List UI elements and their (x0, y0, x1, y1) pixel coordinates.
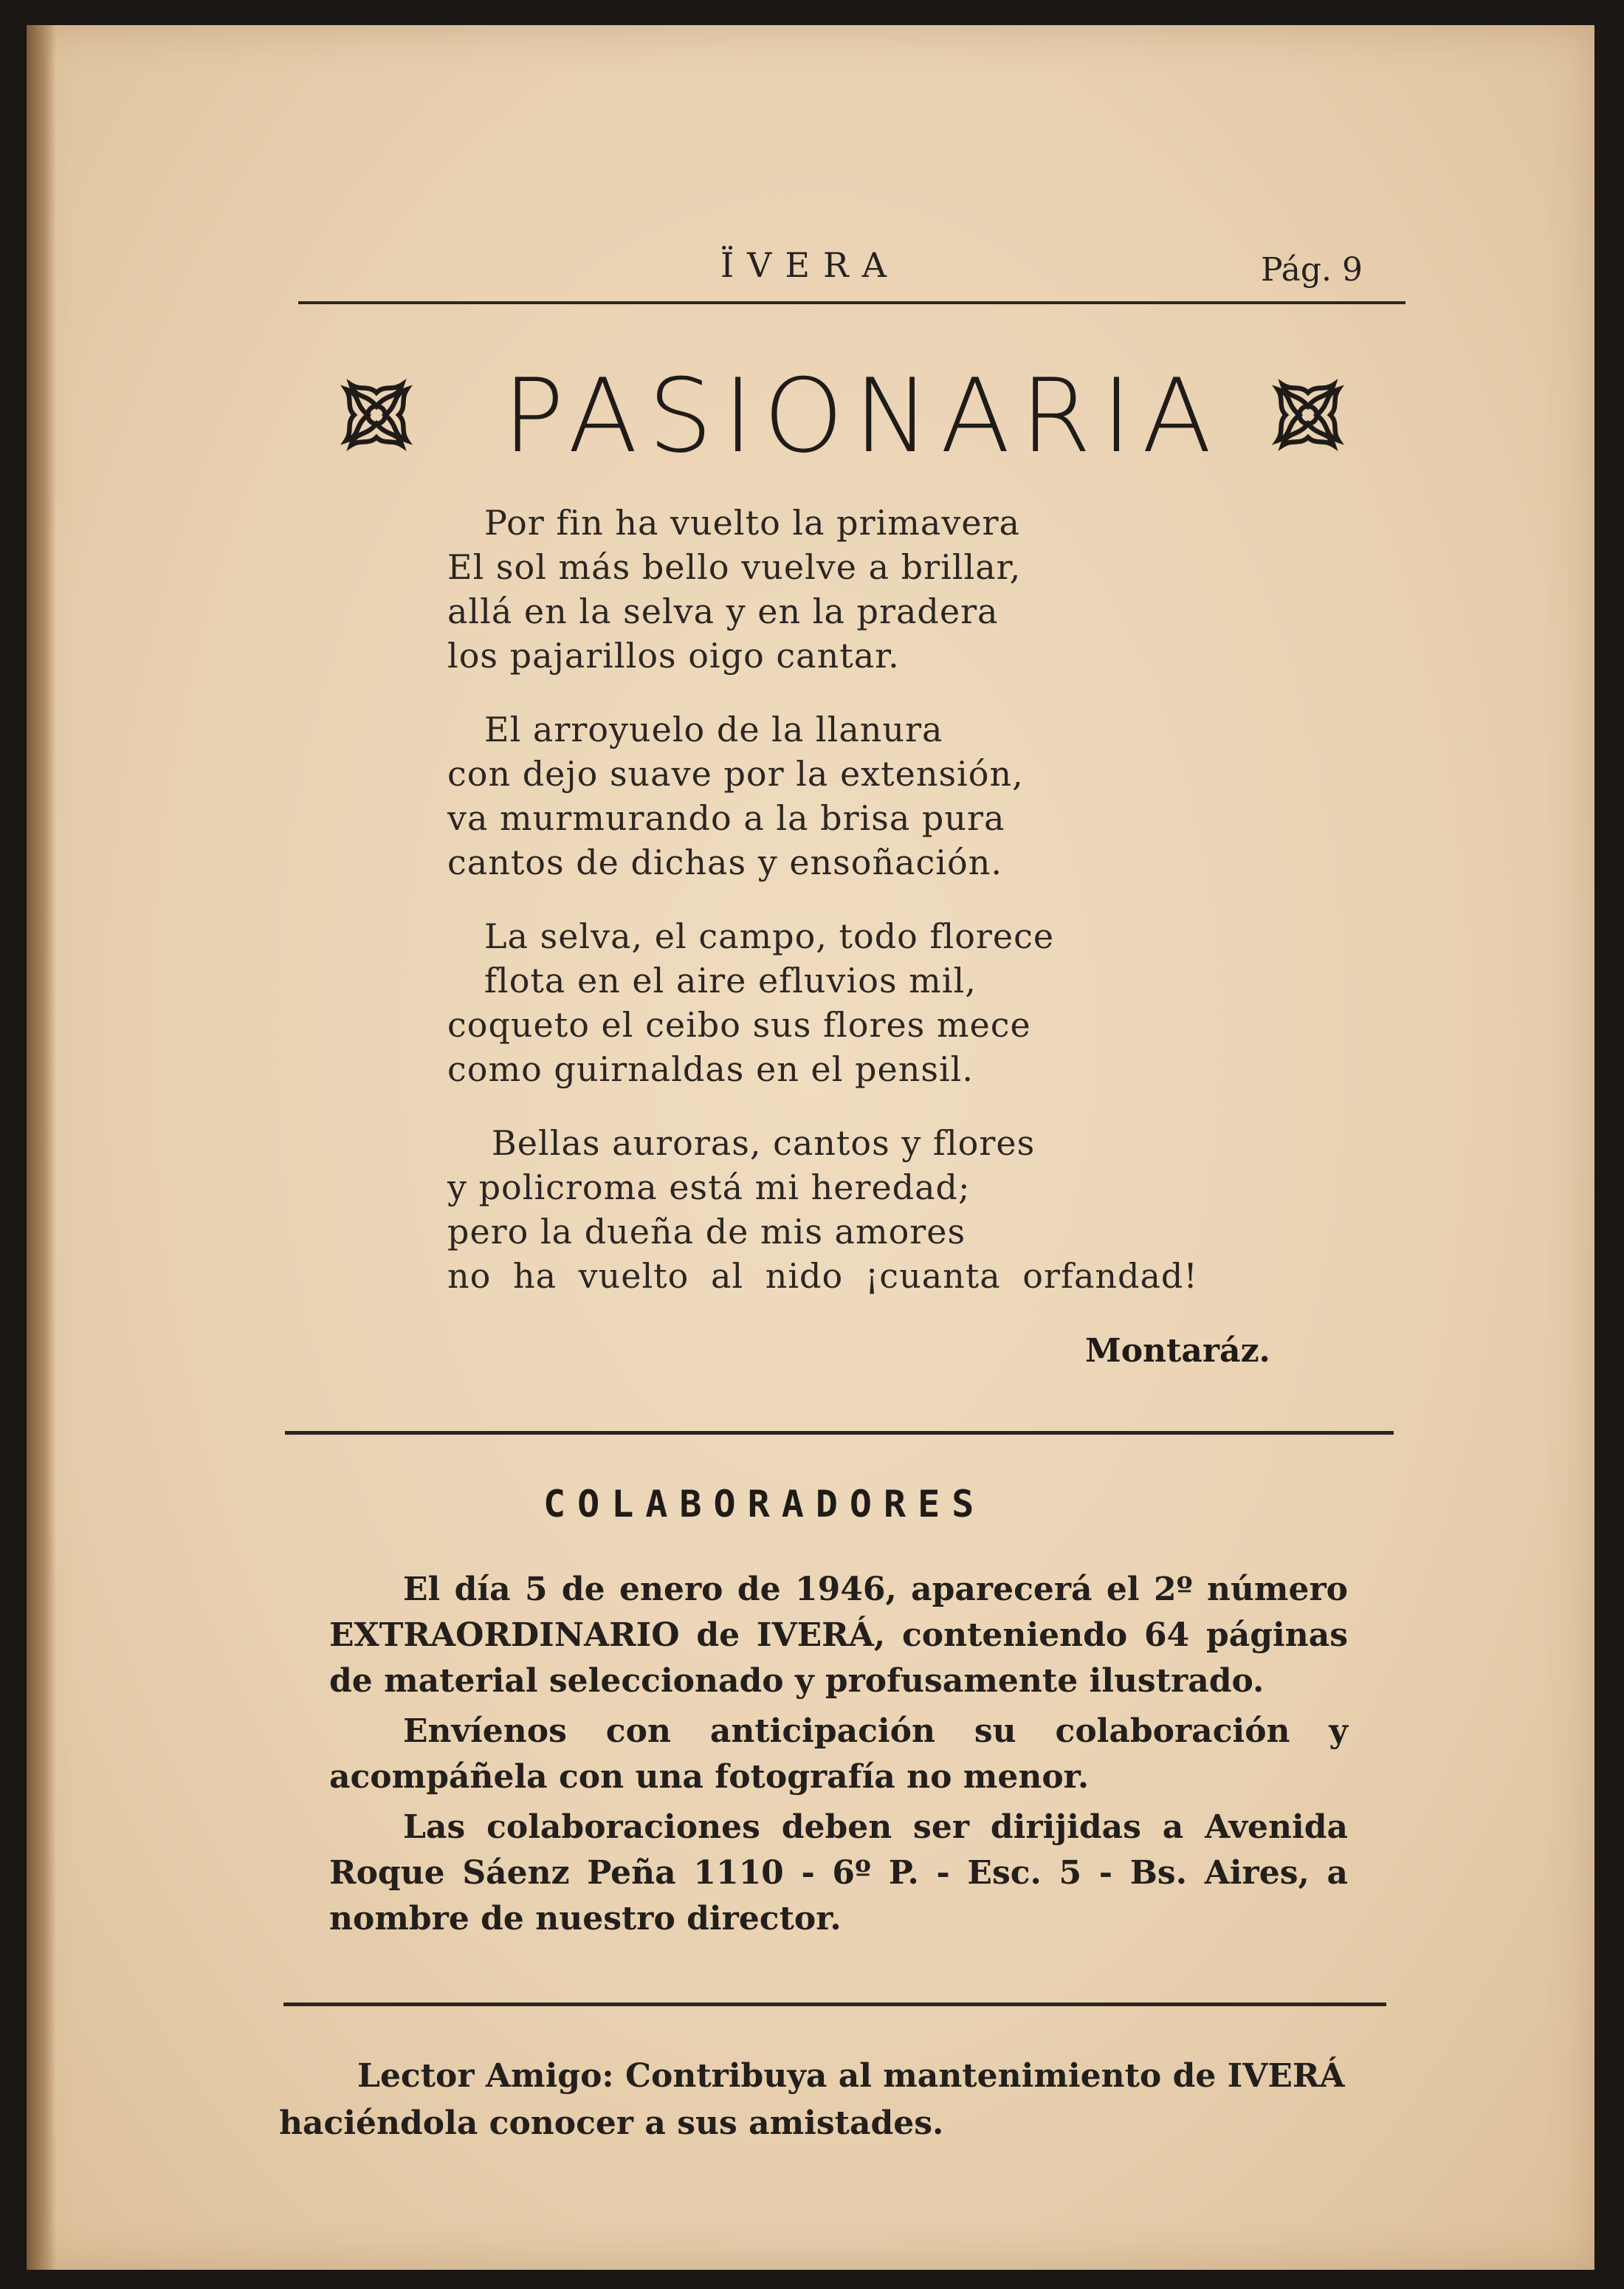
poem-line: Por fin ha vuelto la primavera (484, 503, 1020, 543)
page (27, 25, 1594, 2270)
poem-stanza (447, 1121, 1333, 1298)
footer-divider (283, 2003, 1386, 2006)
poem-line: La selva, el campo, todo florece (484, 916, 1055, 956)
poem-line: El arroyuelo de la llanura (484, 710, 943, 749)
header-divider (298, 301, 1405, 304)
poem-line: El sol más bello vuelve a brillar, (447, 547, 1022, 587)
poem-line: no ha vuelto al nido ¡cuanta orfandad! (447, 1256, 1198, 1296)
poem-stanza (447, 501, 1333, 678)
poem-stanza (447, 707, 1333, 885)
notice-paragraph: Las colaboraciones deben ser dirijidas a Avenida Roque Sáenz Peña 1110 - 6º P. - Esc. 5 - Bs. Aires, a nombre de nuestro director. (329, 1808, 1348, 1938)
poem-line: con dejo suave por la extensión, (447, 754, 1024, 794)
notice-paragraph: Envíenos con anticipación su colaboración y acompáñela con una fotografía no menor. (329, 1712, 1348, 1796)
poem-author: Montaráz. (1085, 1332, 1270, 1370)
poem (447, 501, 1333, 1328)
collaborators-notice (329, 1567, 1348, 1946)
poem-line: flota en el aire efluvios mil, (484, 961, 977, 1001)
poem-line: va murmurando a la brisa pura (447, 798, 1005, 838)
floral-cross-ornament-icon (1268, 375, 1348, 455)
poem-line: y policroma está mi heredad; (447, 1167, 971, 1207)
reader-appeal: Lector Amigo: Contribuya al mantenimiento de IVERÁ haciéndola conocer a sus amistades. (279, 2057, 1345, 2142)
publication-name: ÏVERA (720, 245, 900, 285)
poem-line: Bellas auroras, cantos y flores (492, 1123, 1036, 1163)
poem-line: pero la dueña de mis amores (447, 1212, 966, 1252)
floral-cross-ornament-icon (337, 375, 416, 455)
poem-line: como guirnaldas en el pensil. (447, 1049, 974, 1089)
poem-line: allá en la selva y en la pradera (447, 591, 999, 631)
article-title: PASIONARIA (503, 357, 1222, 476)
poem-line: coqueto el ceibo sus flores mece (447, 1005, 1031, 1045)
section-divider (285, 1431, 1394, 1435)
poem-stanza (447, 914, 1333, 1091)
page-number: Pág. 9 (1261, 251, 1363, 289)
article-title-row (337, 357, 1370, 476)
collaborators-heading: COLABORADORES (543, 1483, 986, 1526)
poem-line: cantos de dichas y ensoñación. (447, 842, 1002, 882)
notice-paragraph: El día 5 de enero de 1946, aparecerá el 2º número EXTRAORDINARIO de IVERÁ, conteniendo 64 páginas de material seleccionado y profusamente ilustrado. (329, 1571, 1348, 1700)
poem-line: los pajarillos oigo cantar. (447, 636, 900, 676)
book-spine-shadow (27, 25, 56, 2270)
